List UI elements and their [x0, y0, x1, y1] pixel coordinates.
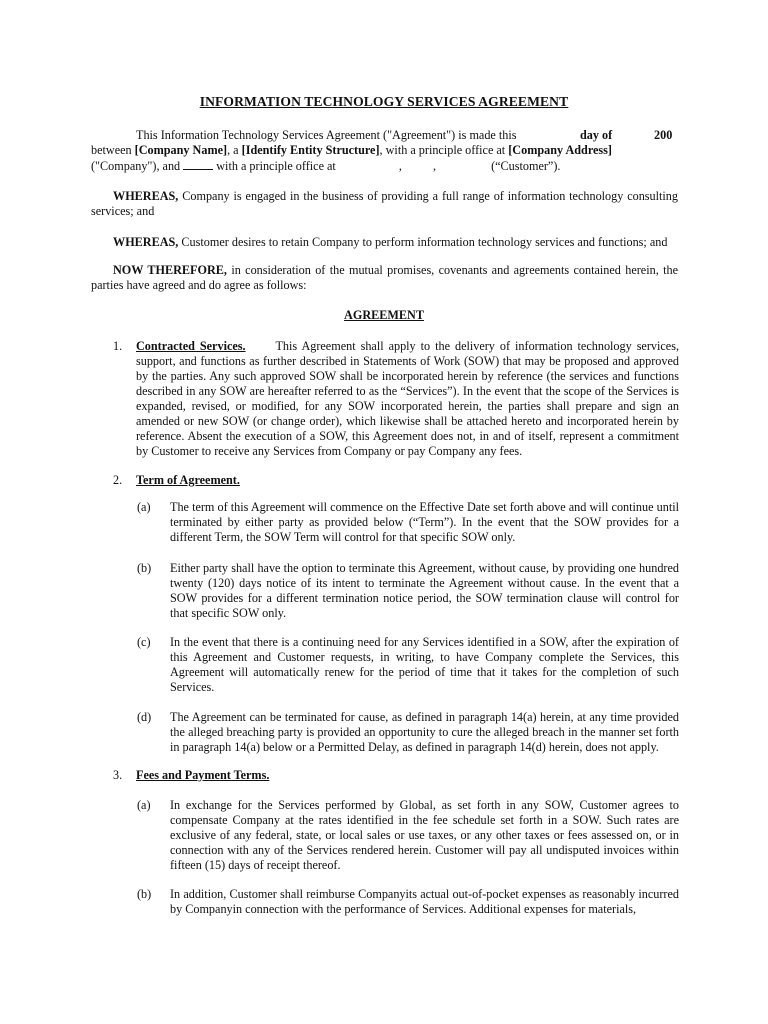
section-2b-text: Either party shall have the option to terminate this Agreement, without cause, by providing one hundred twenty (120) days notice of its intent to terminate the Agreement without cause. In the event that a SOW provides for a different termination notice period, the SOW termination clause will control for that specific SOW only.: [170, 561, 679, 620]
section-1-number: 1.: [113, 339, 123, 353]
section-2b-label: (b): [137, 561, 152, 575]
section-2-number: 2.: [113, 473, 123, 487]
section-2d-text: The Agreement can be terminated for cause, as defined in paragraph 14(a) herein, at any time provided the alleged breaching party is provided an opportunity to cure the alleged breach in the manner set forth in paragraph 14(a) below or a Permitted Delay, as defined in paragraph 14(d) herein, does not apply.: [170, 710, 679, 754]
section-3a-label: (a): [137, 798, 151, 812]
section-3b-label: (b): [137, 887, 152, 901]
customer-name-blank: [183, 158, 213, 170]
section-2a-label: (a): [137, 500, 151, 514]
agreement-heading: AGREEMENT: [344, 308, 424, 322]
intro-line-1: This Information Technology Services Agreement ("Agreement") is made this: [136, 128, 517, 142]
company-address-placeholder: [Company Address]: [508, 143, 612, 157]
document-title: INFORMATION TECHNOLOGY SERVICES AGREEMENT: [199, 94, 569, 109]
section-3-number: 3.: [113, 768, 123, 782]
section-2c-text: In the event that there is a continuing need for any Services identified in a SOW, after the expiration of this Agreement and Customer requests, in writing, to have Company complete the Services, this Agreement will automatically renew for the period of time that it takes for the completion of such Services.: [170, 635, 679, 694]
section-1-heading: Contracted Services.: [136, 339, 246, 353]
whereas-1: WHEREAS, Company is engaged in the business of providing a full range of information technology consulting services; and: [91, 189, 678, 218]
now-therefore: NOW THEREFORE, in consideration of the mutual promises, covenants and agreements contained herein, the parties have agreed and do agree as follows:: [91, 263, 678, 292]
customer-defined: (“Customer”).: [491, 159, 561, 173]
section-3-heading-row: [136, 768, 679, 783]
section-2d-label: (d): [137, 710, 152, 724]
section-2c-label: (c): [137, 635, 151, 649]
section-2-heading-row: [136, 473, 679, 488]
entity-structure-placeholder: [Identify Entity Structure]: [241, 143, 380, 157]
whereas-2: WHEREAS, Customer desires to retain Company to perform information technology services and functions; and: [113, 235, 668, 249]
section-1-text: Contracted Services. This Agreement shall apply to the delivery of information technology services, support, and functions as further described in Statements of Work (SOW) that may be proposed and approved by the parties. Any such approved SOW shall be incorporated herein by reference (the services and functions described in any SOW are hereafter referred to as the “Services”). In the event that the scope of the Services is expanded, revised, or modified, for any SOW incorporated herein, the parties shall prepare and sign an amended or new SOW (or change order), which likewise shall be attached hereto and incorporated herein by reference. Absent the execution of a SOW, this Agreement does not, in and of itself, represent a commitment by Customer to receive any Services from Company or pay Company any fees.: [136, 339, 679, 458]
company-name-placeholder: [Company Name]: [134, 143, 228, 157]
section-3b-text: In addition, Customer shall reimburse Companyits actual out-of-pocket expenses as reasonably incurred by Companyin connection with the performance of Services. Additional expenses for materials,: [170, 887, 679, 916]
intro-day-of: day of: [580, 128, 613, 142]
section-3-heading: Fees and Payment Terms.: [136, 768, 270, 782]
intro-year: 200: [654, 128, 673, 142]
section-2-heading: Term of Agreement.: [136, 473, 240, 487]
section-2a-text: The term of this Agreement will commence on the Effective Date set forth above and will continue until terminated by either party as provided below (“Term”). In the event that the SOW provides for a different Term, the SOW Term will control for that specific SOW only.: [170, 500, 679, 544]
section-3a-text: In exchange for the Services performed by Global, as set forth in any SOW, Customer agrees to compensate Company at the rates identified in the fee schedule set forth in a SOW. Such rates are exclusive of any federal, state, or local sales or use taxes, or any other taxes or fees assessed on, or in connection with any of the Services rendered herein. Customer will pay all undisputed invoices within fifteen (15) days of receipt thereof.: [170, 798, 679, 872]
intro-line-2: between [Company Name], a [Identify Entity Structure], with a principle office at [Company Address]: [91, 143, 612, 157]
intro-line-3: ("Company"), and with a principle office at , , (“Customer”).: [91, 159, 561, 173]
